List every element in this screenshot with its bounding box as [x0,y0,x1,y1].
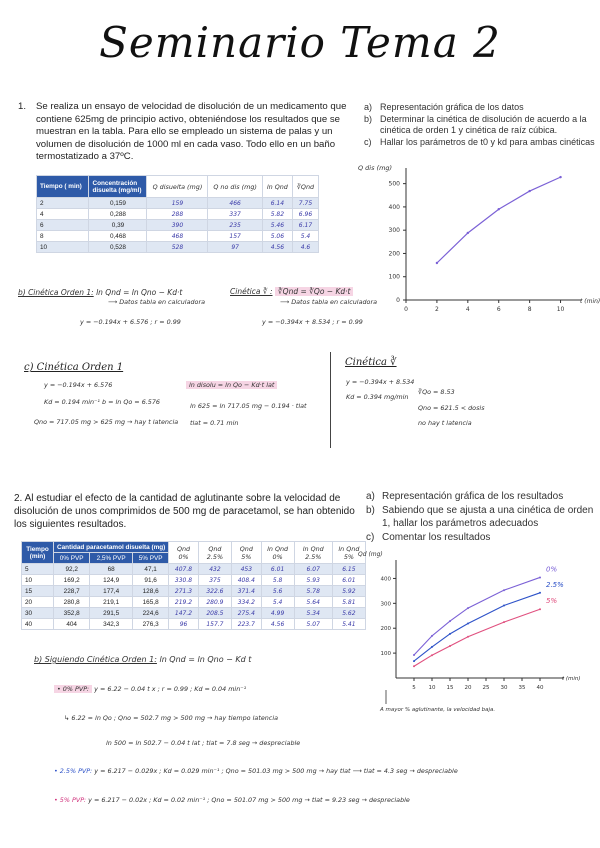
table-cell: 404 [54,619,90,630]
x-axis-label: t (min) [562,676,581,682]
table-cell: 10 [22,575,54,586]
table-row [37,220,319,231]
table-cell: 20 [22,597,54,608]
data-point [413,660,415,662]
table-cell: 47,1 [132,564,168,575]
table-cell: 288 [147,209,208,220]
question-2a: a) Representación gráfica de los resultados [366,491,564,502]
table-cell: 235 [208,220,262,231]
table-cell: 5.93 [294,575,332,586]
table-cell: 6.01 [332,575,365,586]
problem-2-statement: 2. Al estudiar el efecto de la cantidad de aglutinante sobre la velocidad de disolución de unos comprimidos de 500 mg de paracetamol, se han obtenido los siguientes resultados. [14,493,355,530]
th-qdisuelta: Q disuelta (mg) [147,176,208,198]
table-cell: 97 [208,242,262,253]
table-cell: 275.4 [232,608,261,619]
data-point [528,190,530,192]
table-cell: 68 [90,564,133,575]
x-tick-label: 6 [496,306,501,313]
x-tick-label: 15 [446,685,454,691]
p1-c-line3: Qno = 717.05 mg > 625 mg → hay t latencia [34,418,179,426]
th2-pvp-5: 5% PVP [132,553,168,564]
th2-lnqnd-25: ln Qnd 2.5% [294,542,332,564]
table-cell: 5.46 [262,220,292,231]
table-cell: 6.14 [262,198,292,209]
th-concentracion: Concentración disuelta (mg/ml) [89,176,147,198]
table-cell: 5.6 [261,586,294,597]
table-cell: 0,159 [89,198,147,209]
legend-label: 0% [546,565,558,574]
table-cell: 468 [147,231,208,242]
th-lnqnd: ln Qnd [262,176,292,198]
table-row [22,608,366,619]
table-row [22,586,366,597]
series-line [437,177,561,263]
th-tiempo: Tiempo ( min) [37,176,89,198]
table-cell: 4.56 [262,242,292,253]
table-cell: 5.78 [294,586,332,597]
table-cell: 157 [208,231,262,242]
table-cell: 224,6 [132,608,168,619]
x-tick-label: 8 [527,306,532,313]
p2-line-25: • 2.5% PVP: y = 6.217 − 0.029x ; Kd = 0.029 min⁻¹ ; Qno = 501.03 mg > 500 mg → hay tlat ⟶ tlat = 4.3 seg → despreciable [54,767,458,775]
p1-cubic-sub: ⟶ Datos tabla en calculadora [280,298,378,306]
table-cell: 157.7 [198,619,231,630]
data-point [467,232,469,234]
p1-c-mid1: ln disolu = ln Qo − Kd·t lat [186,381,277,389]
th2-group: Cantidad paracetamol disuelta (mg) [54,542,169,553]
table-cell: 0,528 [89,242,147,253]
table-cell: 453 [232,564,261,575]
table-row [22,619,366,630]
p2-line-0c: ln 500 = ln 502.7 − 0.04 t lat ; tlat = 7.8 seg → despreciable [106,739,301,747]
table-cell: 6 [37,220,89,231]
table-cell: 177,4 [90,586,133,597]
chart-2 [358,548,598,718]
p1-root-line5: no hay t latencia [418,419,472,427]
question-a: a) Representación gráfica de los datos [364,102,524,112]
problem-1-statement: Se realiza un ensayo de velocidad de disolución de un medicamento que contiene 625mg de principio activo, obteniéndose los resultados que se muestran en la tabla. Para ello se empleado un sistema de palas y un volumen de disolución de 1000 ml en cada vaso. Todo ello en un baño termostatizado a 37ºC. [36,101,347,163]
problem-1-number: 1. [18,101,27,112]
y-tick-label: 400 [388,203,400,211]
table-cell: 219,1 [90,597,133,608]
p1-c-line2: Kd = 0.194 min⁻¹ b = ln Qo = 6.576 [44,398,160,406]
table-cell: 432 [198,564,231,575]
data-point [449,645,451,647]
table-cell: 40 [22,619,54,630]
p1-root-line4: Qno = 621.5 < dosis [418,404,485,412]
table-cell: 5 [22,564,54,575]
data-point [431,635,433,637]
table-cell: 219.2 [169,597,198,608]
table-cell: 5.06 [262,231,292,242]
p1-root-line1: y = −0.394x + 8.534 [346,378,415,386]
table-cell: 4.56 [261,619,294,630]
table-1 [36,175,319,253]
x-tick-label: 35 [518,685,526,691]
legend-label: 2.5% [546,580,564,589]
table-row [37,231,319,242]
table-cell: 4 [37,209,89,220]
table-2-body [22,564,366,630]
y-tick-label: 200 [388,250,400,258]
table-cell: 124,9 [90,575,133,586]
table-cell: 375 [198,575,231,586]
table-cell: 408.4 [232,575,261,586]
problem-2-questions [366,490,596,544]
table-cell: 271.3 [169,586,198,597]
y-tick-label: 300 [388,227,400,235]
table-cell: 2 [37,198,89,209]
p1-root-heading: Cinética ∛ [345,357,397,368]
data-point [503,621,505,623]
table-cell: 342,3 [90,619,133,630]
x-tick-label: 40 [536,685,544,691]
table-cell: 5.82 [262,209,292,220]
y-axis-label: Qd (mg) [358,551,383,558]
p1-b-result: y = −0.194x + 6.576 ; r = 0.99 [80,318,181,326]
table-cell: 528 [147,242,208,253]
table-cell: 5.62 [332,608,365,619]
table-cell: 6.15 [332,564,365,575]
table-cell: 128,6 [132,586,168,597]
table-cell: 7.75 [292,198,318,209]
data-point [498,208,500,210]
data-point [413,665,415,667]
table-cell: 6.96 [292,209,318,220]
page-title: Seminario Tema 2 [99,18,501,67]
y-tick-label: 500 [388,180,400,188]
x-tick-label: 5 [412,685,416,691]
table-cell: 5.41 [332,619,365,630]
table-cell: 6.01 [261,564,294,575]
table-cell: 4.6 [292,242,318,253]
y-tick-label: 100 [388,273,400,281]
table-cell: 208.5 [198,608,231,619]
table-cell: 159 [147,198,208,209]
x-axis-label: t (min) [580,298,600,305]
problem-1-questions [364,102,598,148]
p2-line-5: • 5% PVP: y = 6.217 − 0.02x ; Kd = 0.02 min⁻¹ ; Qno = 501.07 mg > 500 mg → tlat = 9.23 seg → despreciable [54,796,410,804]
question-c: c) Hallar los parámetros de t0 y kd para ambas cinéticas [364,136,595,147]
table-cell: 330.8 [169,575,198,586]
table-cell: 337 [208,209,262,220]
data-point [413,654,415,656]
table-cell: 5.07 [294,619,332,630]
x-tick-label: 20 [464,685,472,691]
table-cell: 0,39 [89,220,147,231]
table-cell: 223.7 [232,619,261,630]
chart-note: A mayor % aglutinante, la velocidad baja. [380,707,496,713]
table-2 [21,541,366,630]
table-cell: 228,7 [54,586,90,597]
x-tick-label: 4 [465,306,470,313]
table-cell: 334.2 [232,597,261,608]
data-point [449,633,451,635]
th-qnodis: Q no dis (mg) [208,176,262,198]
p1-c-mid2: ln 625 = ln 717.05 mg − 0.194 · tlat [190,402,307,410]
p2-b-heading: b) Siguiendo Cinética Orden 1: ln Qnd = ln Qno − Kd t [34,655,252,664]
th2-pvp-25: 2,5% PVP [90,553,133,564]
data-point [539,608,541,610]
th2-qnd-5: Qnd 5% [232,542,261,564]
table-row [37,198,319,209]
table-cell: 371.4 [232,586,261,597]
y-tick-label: 200 [380,626,391,633]
p1-cubic-result: y = −0.394x + 8.534 ; r = 0.99 [262,318,363,326]
table-cell: 5.64 [294,597,332,608]
p2-line-0b: ↳ 6.22 = ln Qo ; Qno = 502.7 mg > 500 mg → hay tiempo latencia [64,714,279,722]
table-cell: 91,6 [132,575,168,586]
table-cell: 5.34 [294,608,332,619]
table-cell: 96 [169,619,198,630]
th2-qnd-25: Qnd 2.5% [198,542,231,564]
p1-c-line1: y = −0.194x + 6.576 [44,381,113,389]
table-cell: 5.81 [332,597,365,608]
x-tick-label: 10 [556,306,565,313]
table-cell: 390 [147,220,208,231]
divider-vertical [330,352,331,448]
data-point [467,607,469,609]
y-tick-label: 400 [380,576,391,583]
table-cell: 165,8 [132,597,168,608]
data-point [431,654,433,656]
data-point [503,604,505,606]
p1-c-mid3: tlat = 0.71 min [190,419,239,427]
p1-b-heading: b) Cinética Orden 1: ln Qnd = ln Qno − Kd·t [18,288,183,297]
data-point [467,622,469,624]
x-tick-label: 0 [404,306,408,313]
data-point [449,620,451,622]
table-cell: 280,8 [54,597,90,608]
table-row [37,209,319,220]
data-point [559,176,561,178]
legend-label: 5% [546,597,558,606]
table-cell: 0,468 [89,231,147,242]
table-cell: 466 [208,198,262,209]
data-point [467,636,469,638]
th2-lnqnd-0: ln Qnd 0% [261,542,294,564]
series-line [414,609,540,666]
question-2c: c) Comentar los resultados [366,531,491,543]
data-point [539,592,541,594]
p1-cubic-heading: Cinética ∛ : ∛Qnd = ∛Qo − Kd·t [230,287,353,296]
data-point [436,262,438,264]
th2-lnqnd-5: ln Qnd 5% [332,542,365,564]
p1-c-heading: c) Cinética Orden 1 [24,362,124,373]
table-cell: 276,3 [132,619,168,630]
table-cell: 291,5 [90,608,133,619]
table-cell: 5.8 [261,575,294,586]
p1-root-line2: Kd = 0.394 mg/min [346,393,409,401]
table-cell: 4.99 [261,608,294,619]
th2-tiempo: Tiempo (min) [22,542,54,564]
x-tick-label: 10 [428,685,436,691]
y-tick-label: 300 [380,601,391,608]
table-1-body [37,198,319,253]
table-cell: 169,2 [54,575,90,586]
data-point [539,576,541,578]
table-cell: 6.07 [294,564,332,575]
th2-qnd-0: Qnd 0% [169,542,198,564]
table-cell: 322.6 [198,586,231,597]
table-row [22,597,366,608]
table-row [37,242,319,253]
table-cell: 0,288 [89,209,147,220]
x-tick-label: 25 [482,685,490,691]
th-cbrt-qnd: ∛Qnd [292,176,318,198]
table-cell: 6.17 [292,220,318,231]
data-point [431,646,433,648]
y-tick-label: 100 [380,651,391,658]
y-axis-label: Q dis (mg) [358,164,393,172]
table-cell: 15 [22,586,54,597]
question-2b: b) Sabiendo que se ajusta a una cinética de orden 1, hallar los parámetros adecuados [366,504,594,529]
question-b: b) Determinar la cinética de disolución de acuerdo a la cinética de orden 1 y cinética de raíz cúbica. [364,113,587,136]
data-point [503,589,505,591]
table-cell: 5.92 [332,586,365,597]
table-row [22,575,366,586]
table-cell: 147.2 [169,608,198,619]
table-cell: 10 [37,242,89,253]
p1-b-sub: ⟶ Datos tabla en calculadora [108,298,206,306]
x-tick-label: 30 [500,685,508,691]
y-tick-label: 0 [396,297,400,304]
table-cell: 5.4 [261,597,294,608]
p1-root-line3: ∛Qo = 8.53 [418,388,455,396]
table-cell: 8 [37,231,89,242]
table-cell: 407.8 [169,564,198,575]
chart-1 [356,160,600,313]
p2-line-0: • 0% PVP: y = 6.22 − 0.04 t x ; r = 0.99 ; Kd = 0.04 min⁻¹ [54,685,246,693]
table-cell: 280.9 [198,597,231,608]
table-cell: 352,8 [54,608,90,619]
th2-pvp-0: 0% PVP [54,553,90,564]
table-row [22,564,366,575]
table-cell: 92,2 [54,564,90,575]
table-cell: 30 [22,608,54,619]
table-cell: 5.4 [292,231,318,242]
x-tick-label: 2 [434,306,439,313]
